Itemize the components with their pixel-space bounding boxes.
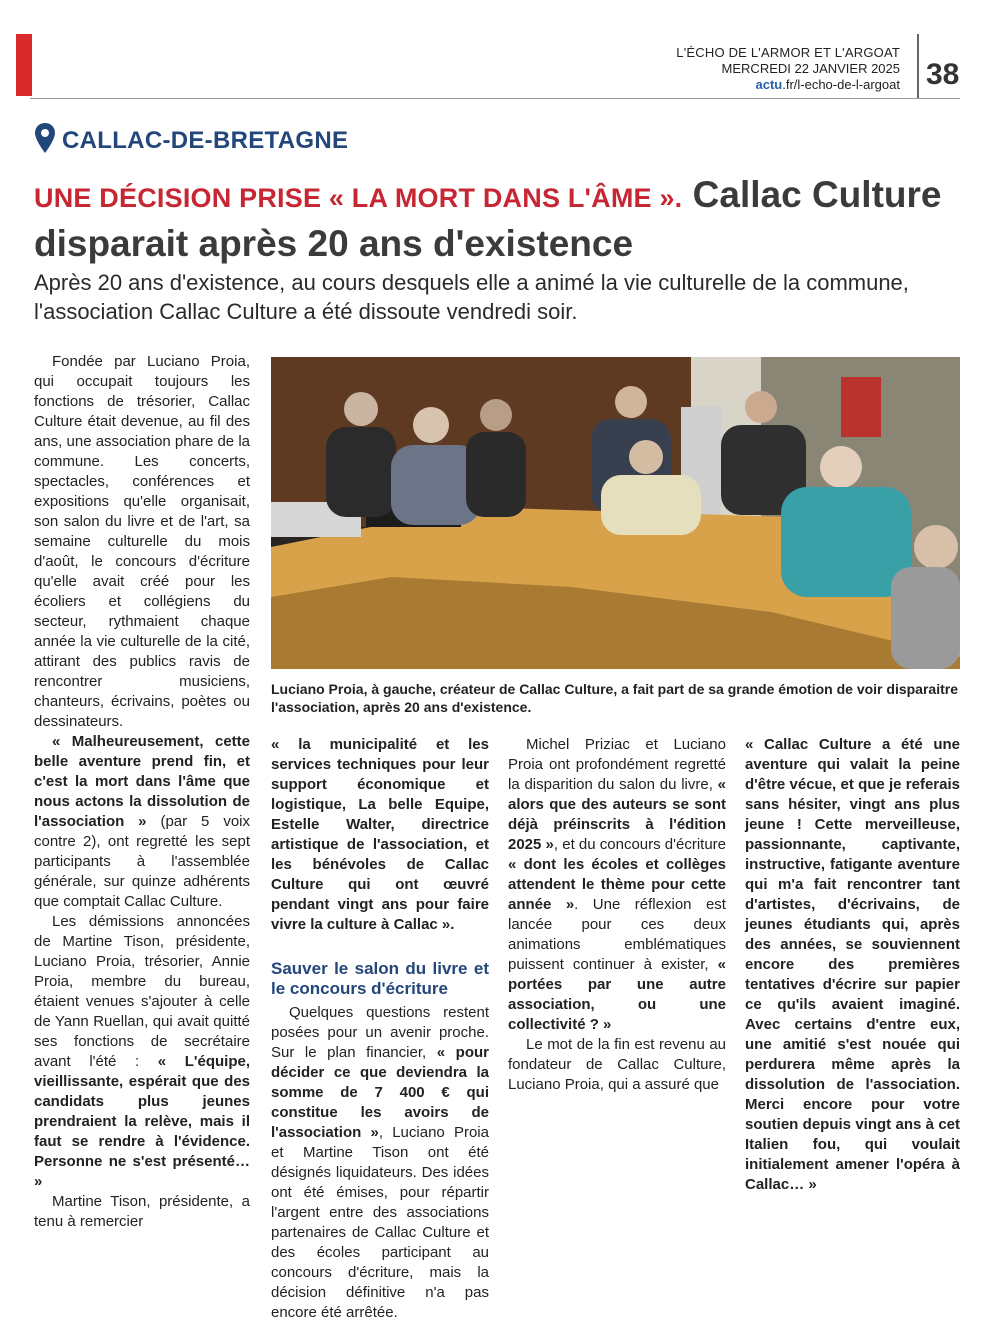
paragraph-2: [34, 732, 250, 912]
page-number: 38: [926, 58, 960, 91]
paragraph-4-quote: [271, 735, 489, 935]
title-main: Callac Culture disparait après 20 ans d'existence: [34, 174, 942, 264]
paragraph-8: [745, 735, 960, 1195]
article-photo: [271, 357, 960, 669]
article-title: [34, 172, 964, 267]
location-label: CALLAC-DE-BRETAGNE: [62, 127, 349, 154]
quote-founder: « Callac Culture a été une aventure qui valait la peine d'être vécue, et que je referais sans hésiter, vingt ans plus jeune ! Cette merveilleuse, passionnante, captivante, instructive, fatigante aventure qui m'a fait rencontrer tant d'artistes, d'écrivains, de jeunes étudiants qui, après des années, se souviennent encore des premières tentatives d'écrire sur papier ce qu'ils avaient imaginé. Avec certains d'entre eux, une amitié s'est nouée qui perdurera même après la dissolution de l'association. Merci encore pour votre soutien depuis vingt ans à cet Italien fou, qui voulait initialement amener l'opéra à Callac… »: [745, 736, 960, 1193]
article-column-1: [34, 352, 250, 1232]
article-column-4: [745, 735, 960, 1195]
paragraph-3: [34, 912, 250, 1192]
url-rest: .fr/l-echo-de-l-argoat: [782, 77, 900, 92]
quote-finances: « pour décider ce que deviendra la somme de 7 400 € qui constitue les avoirs de l'association »: [271, 1044, 489, 1141]
quote-team: « L'équipe, vieillissante, espérait que des candidats plus jeunes prendraient la relève, mais il faut se rendre à l'évidence. Personne ne s'est présenté… »: [34, 1053, 251, 1190]
paragraph-3-text: Les démissions annoncées de Martine Tison, présidente, Luciano Proia, trésorier, Annie Proia, membre du bureau, étaient venues s'ajouter à celle de Yann Ruellan, qui avait quitté ses fonctions de secrétaire avant l'été :: [34, 913, 250, 1070]
paragraph-6-text: Michel Priziac et Luciano Proia ont profondément regretté la disparition du salon du livre,: [508, 736, 726, 793]
header-rule: [30, 98, 960, 99]
location-pin-icon: [34, 122, 56, 154]
quote-dissolution: « Malheureusement, cette belle aventure prend fin, et c'est la mort dans l'âme que nous actons la dissolution de l'association »: [34, 733, 250, 830]
article-standfirst: Après 20 ans d'existence, au cours desquels elle a animé la vie culturelle de la commune, l'association Callac Culture a été dissoute vendredi soir.: [34, 270, 909, 324]
article-column-2: [271, 735, 489, 1323]
publication-url[interactable]: [676, 77, 900, 93]
paragraph-6-mid: , et du concours d'écriture: [553, 836, 727, 853]
paragraph-5-text: Quelques questions restent posées pour un avenir proche. Sur le plan financier,: [271, 1004, 489, 1061]
paragraph-6-mid2: . Une réflexion est lancée pour ces deux animations emblématiques puissent continuer à exister,: [508, 896, 726, 973]
paragraph-5-rest: , Luciano Proia et Martine Tison ont été désignés liquidateurs. Des idées ont été émises, pour répartir l'argent entre des associations partenaires de Callac Culture et des écoles participant au concours d'écriture, mais la décision définitive n'a pas encore été arrêtée.: [271, 1124, 489, 1321]
publication-name: L'ÉCHO DE L'ARMOR ET L'ARGOAT: [676, 45, 900, 60]
quote-future: « portées par une autre association, ou une collectivité ? »: [508, 956, 726, 1033]
url-domain: actu: [755, 77, 783, 92]
quote-schools: « dont les écoles et collèges attendent le thème pour cette année »: [508, 856, 726, 913]
paragraph-5: [271, 1003, 489, 1323]
article-column-3: [508, 735, 726, 1095]
quote-authors: « alors que des auteurs se sont déjà préinscrits à l'édition 2025 »: [508, 776, 726, 853]
photo-caption: Luciano Proia, à gauche, créateur de Callac Culture, a fait part de sa grande émotion de voir disparaitre l'association, après 20 ans d'existence.: [271, 681, 958, 715]
section-subhead: Sauver le salon du livre et le concours d'écriture: [271, 959, 489, 998]
paragraph-6: [508, 735, 726, 1035]
publication-header: [676, 45, 900, 93]
meeting-photo-illustration: [271, 357, 960, 669]
publication-date: MERCREDI 22 JANVIER 2025: [721, 61, 900, 76]
paragraph-7: Le mot de la fin est revenu au fondateur de Callac Culture, Luciano Proia, qui a assuré que: [508, 1036, 726, 1093]
paragraph-4-start: Martine Tison, présidente, a tenu à remercier: [34, 1193, 250, 1230]
section-color-bar: [16, 34, 32, 96]
header-divider: [917, 34, 919, 98]
paragraph-1: Fondée par Luciano Proia, qui occupait toujours les fonctions de trésorier, Callac Culture était devenue, au fil des ans, une association phare de la commune. Les concerts, spectacles, conférences et expositions qu'elle organisait, son salon du livre et de l'art, sa semaine culturelle du mois d'août, le concours d'écriture qu'elle avait créé pour les écoliers et collégiens du secteur, rythmaient chaque année la vie culturelle de la cité, attirant des publics ravis de rencontrer musiciens, chanteurs, écrivains, poètes ou dessinateurs.: [34, 353, 250, 730]
paragraph-2-text: (par 5 voix contre 2), ont regretté les sept participants à l'assemblée générale, sur quinze adhérents que comptait Callac Culture.: [34, 813, 250, 910]
quote-thanks: « la municipalité et les services techniques pour leur support économique et logistique, La belle Equipe, Estelle Walter, directrice artistique de l'association, et les bénévoles de Callac Culture qui ont œuvré pendant vingt ans pour faire vivre la culture à Callac ».: [271, 736, 489, 933]
title-kicker: UNE DÉCISION PRISE « LA MORT DANS L'ÂME ».: [34, 183, 683, 213]
